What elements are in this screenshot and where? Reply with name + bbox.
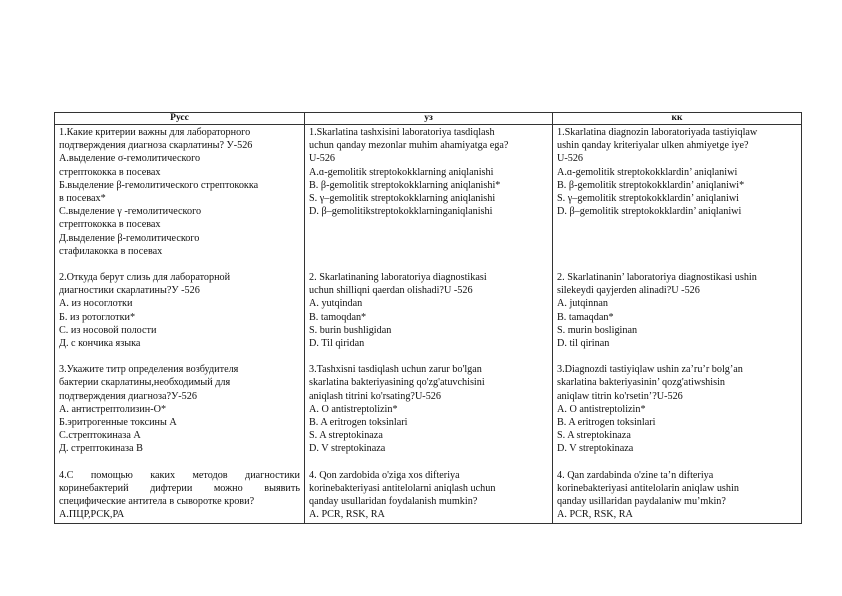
question-1-uz-line: U-526 <box>309 153 336 165</box>
question-block <box>309 469 548 522</box>
question-3-ru-option: С.стрептокиназа А <box>59 430 141 442</box>
question-3-kk-option: B. A eritrogen toksinlari <box>557 417 656 429</box>
question-block <box>557 469 797 522</box>
question-1-kk-option: B. β-gemolitik streptokokklardin’ aniqlaniwi* <box>557 179 745 191</box>
question-3-ru-line: 3.Укажите титр определения возбудителя <box>59 364 239 376</box>
question-3-ru-option: А. антистрептолизин-О* <box>59 403 167 415</box>
question-4-kk-line: 4. Qan zardabinda o'zine ta’n difteriya <box>557 469 714 481</box>
spacer <box>309 232 548 245</box>
spacer <box>557 245 797 258</box>
question-2-kk-line: silekeydi qayjerden alinadi?U -526 <box>557 285 700 297</box>
header-uzbek: уз <box>305 113 553 125</box>
question-1-kk-option: A.ɑ-gemolitik streptokokklardin’ aniqlaniwi <box>557 166 738 178</box>
question-1-uz-option: D. β–gemolitikstreptokokklarninganiqlanishi <box>309 206 493 218</box>
question-3-kk-option: S. A streptokinaza <box>557 430 631 442</box>
question-2-kk-option: D. til qirinan <box>557 338 610 350</box>
question-2-ru-option: А. из носоглотки <box>59 298 133 310</box>
table-row <box>55 125 802 524</box>
question-block <box>59 271 300 350</box>
question-2-uz-line: 2. Skarlatinaning laboratoriya diagnostikasi <box>309 272 487 284</box>
question-4-uz-option: A. PCR, RSK, RA <box>309 509 385 521</box>
question-3-ru-line: бактерии скарлатины,необходимый для <box>59 377 231 389</box>
question-block <box>557 126 797 258</box>
question-2-uz-option: B. tamoqdan* <box>309 311 367 323</box>
question-4-ru-line: 4.С помощью каких методов диагностики <box>59 469 300 481</box>
question-2-kk-option: S. murin bosliginan <box>557 324 638 336</box>
cell-karakalpak <box>553 125 802 524</box>
question-1-ru-option: С.выделение γ -гемолитического <box>59 206 202 218</box>
question-2-kk-option: A. jutqinnan <box>557 298 608 310</box>
question-block <box>309 363 548 455</box>
question-4-ru-option: А.ПЦР,РСК,РА <box>59 509 125 521</box>
question-3-uz-option: B. A eritrogen toksinlari <box>309 417 408 429</box>
question-block <box>59 363 300 455</box>
header-russian: Русс <box>55 113 305 125</box>
question-4-uz-line: 4. Qon zardobida o'ziga xos difteriya <box>309 469 460 481</box>
question-4-uz-line: qanday usullaridan foydalanish mumkin? <box>309 496 478 508</box>
question-2-uz-option: S. burin bushligidan <box>309 324 392 336</box>
question-block <box>557 363 797 455</box>
question-1-uz-line: 1.Skarlatina tashxisini laboratoriya tasdiqlash <box>309 127 495 138</box>
question-4-kk-line: qanday usillaridan paydalaniw mu’mkin? <box>557 496 726 508</box>
cell-russian <box>55 125 305 524</box>
question-1-kk-line: ushin qanday kriteriyalar ulken ahmiyetge iye? <box>557 140 749 152</box>
question-1-ru-option: стрептококка в посевах <box>59 166 161 178</box>
question-1-ru-option: стафилакокка в посевах <box>59 245 163 257</box>
question-3-uz-line: aniqlash titrini ko'rsating?U-526 <box>309 390 441 402</box>
question-1-kk-option: D. β–gemolitik streptokokklardin’ aniqlaniwi <box>557 206 742 218</box>
question-3-ru-option: Д. стрептокиназа В <box>59 443 143 455</box>
question-4-kk-line: korinebakteriyasi antitelolarin aniqlaw ushin <box>557 482 739 494</box>
question-2-kk-line: 2. Skarlatinanin’ laboratoriya diagnostikasi ushin <box>557 272 757 284</box>
question-2-ru-option: С. из носовой полости <box>59 324 157 336</box>
question-1-uz-option: A.ɑ-gemolitik streptokokklarning aniqlanishi <box>309 166 494 178</box>
question-3-kk-option: A. O antistreptolizin* <box>557 403 646 415</box>
question-3-uz-line: skarlatina bakteriyasining qo'zg'atuvchisini <box>309 377 485 389</box>
question-3-uz-option: S. A streptokinaza <box>309 430 383 442</box>
question-3-kk-option: D. V streptokinaza <box>557 443 634 455</box>
spacer <box>557 232 797 245</box>
question-2-uz-option: D. Til qiridan <box>309 338 365 350</box>
question-4-kk-option: A. PCR, RSK, RA <box>557 509 633 521</box>
question-3-kk-line: 3.Diagnozdi tastiyiqlaw ushin za’ru’r bolg’an <box>557 364 743 376</box>
question-3-uz-option: D. V streptokinaza <box>309 443 386 455</box>
spacer <box>309 218 548 231</box>
question-3-kk-line: aniqlaw titrin ko'rsetin’?U-526 <box>557 390 683 402</box>
question-3-ru-option: Б.эритрогенные токсины А <box>59 417 177 429</box>
question-3-ru-line: подтверждения диагноза?У-526 <box>59 390 197 402</box>
question-1-ru-line: подтверждения диагноза скарлатины? У-526 <box>59 140 253 152</box>
question-2-ru-line: 2.Откуда берут слизь для лабораторной <box>59 272 231 284</box>
cell-uzbek <box>305 125 553 524</box>
question-3-uz-option: A. O antistreptolizin* <box>309 403 398 415</box>
question-1-ru-option: Д.выделение β-гемолитического <box>59 232 200 244</box>
questions-table <box>54 112 802 524</box>
question-1-kk-line: 1.Skarlatina diagnozin laboratoriyada tastiyiqlaw <box>557 127 758 138</box>
question-block <box>59 126 300 258</box>
spacer <box>557 218 797 231</box>
question-2-ru-option: Б. из ротоглотки* <box>59 311 136 323</box>
question-3-uz-line: 3.Tashxisni tasdiqlash uchun zarur bo'lgan <box>309 364 482 376</box>
question-block <box>309 126 548 258</box>
question-block <box>59 469 300 522</box>
question-1-ru-option: в посевах* <box>59 193 106 205</box>
question-1-uz-option: B. β-gemolitik streptokokklarning aniqlanishi* <box>309 179 501 191</box>
question-1-ru-line: 1.Какие критерии важны для лабораторного <box>59 127 251 138</box>
question-1-kk-option: S. γ–gemolitik streptokokklardin’ aniqlaniwi <box>557 193 740 205</box>
question-4-ru-line: специфические антитела в сыворотке крови? <box>59 496 255 508</box>
question-4-ru-line: коринебактерий дифтерии можно выявить <box>59 482 300 494</box>
question-1-uz-option: S. γ–gemolitik streptokokklarning aniqlanishi <box>309 193 496 205</box>
question-3-kk-line: skarlatina bakteriyasinin’ qozg'atiwshisin <box>557 377 725 389</box>
spacer <box>309 245 548 258</box>
question-2-ru-line: диагностики скарлатины?У -526 <box>59 285 200 297</box>
question-2-uz-option: A. yutqindan <box>309 298 363 310</box>
header-karakalpak: кк <box>553 113 802 125</box>
question-block <box>309 271 548 350</box>
question-1-ru-option: Б.выделение β-гемолитического стрептококка <box>59 179 259 191</box>
question-1-uz-line: uchun qanday mezonlar muhim ahamiyatga ega? <box>309 140 509 152</box>
question-1-kk-line: U-526 <box>557 153 584 165</box>
question-1-ru-option: стрептококка в посевах <box>59 219 161 231</box>
question-2-ru-option: Д. с кончика языка <box>59 338 141 350</box>
question-4-uz-line: korinebakteriyasi antitelolarni aniqlash uchun <box>309 482 496 494</box>
question-2-kk-option: B. tamaqdan* <box>557 311 614 323</box>
header-row <box>55 113 802 125</box>
question-2-uz-line: uchun shilliqni qaerdan olishadi?U -526 <box>309 285 473 297</box>
question-block <box>557 271 797 350</box>
question-1-ru-option: А.выделение σ-гемолитического <box>59 153 201 165</box>
